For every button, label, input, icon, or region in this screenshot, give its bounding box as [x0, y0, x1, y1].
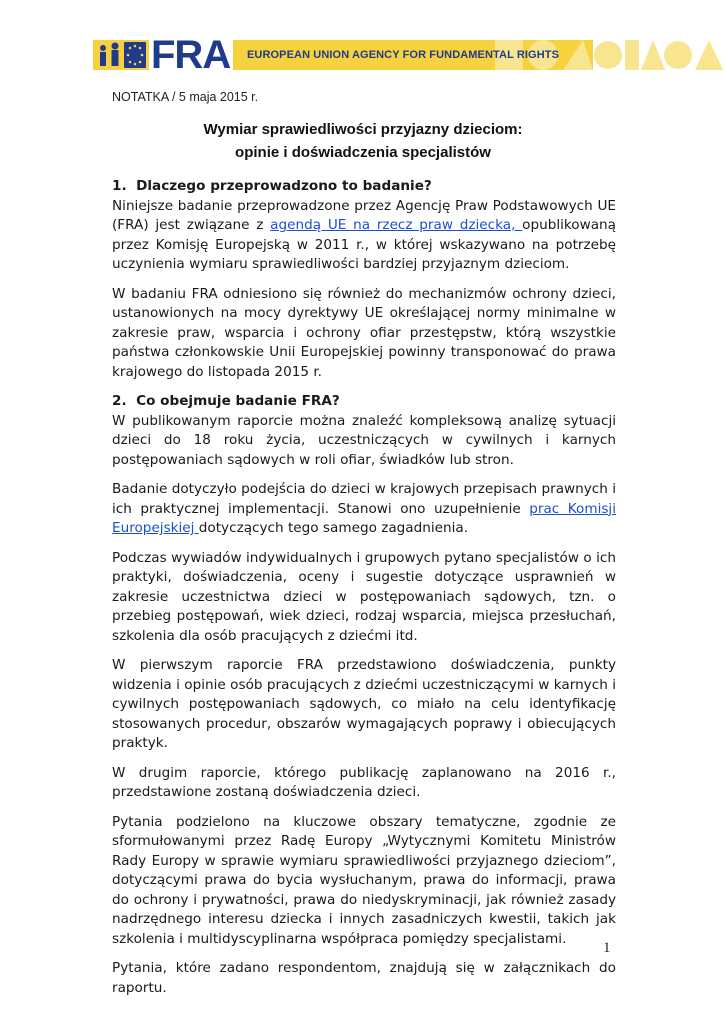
section-1-heading: 1. Dlaczego przeprowadzono to badanie? — [112, 178, 432, 194]
section-2-paragraph-1: W publikowanym raporcie można znaleźć kompleksową analizę sytuacji dzieci do 18 roku życia, uczestniczących w cywilnych i karnych postępowaniach sądowych w roli ofiar, świadków lub stron. — [112, 412, 616, 468]
eu-agenda-link[interactable]: agendą UE na rzecz praw dziecka, — [270, 217, 523, 233]
document-title — [112, 118, 614, 164]
section-2-paragraph-2 — [112, 480, 616, 539]
section-1-paragraph-1 — [112, 197, 616, 275]
header-banner — [93, 33, 725, 77]
text-span: Badanie dotyczyło podejścia do dzieci w krajowych przepisach prawnych i ich praktycznej implementacji. Stanowi ono uzupełnienie — [112, 481, 616, 517]
agency-name: EUROPEAN UNION AGENCY FOR FUNDAMENTAL RIGHTS — [247, 49, 560, 61]
section-2-paragraph-6: Pytania podzielono na kluczowe obszary tematyczne, zgodnie ze sformułowanymi przez Radę Europy „Wytycznymi Komitetu Ministrów Rady Europy w sprawie wymiaru sprawiedliwości przyjaznego dzieciom”, dotyczącymi prawa do bycia wysłuchanym, prawa do informacji, prawa do ochrony i prywatności, prawa do niedyskryminacji, jak również zasady nadrzędnego interesu dziecka i innych zasadniczych kwestii, takich jak szkolenia i multidyscyplinarna współpraca pomiędzy specjalistami. — [112, 813, 616, 947]
document-body — [112, 177, 616, 1008]
section-2-paragraph-7: Pytania, które zadano respondentom, znajdują się w załącznikach do raportu. — [112, 960, 616, 996]
text-span: dotyczących tego samego zagadnienia. — [198, 520, 469, 536]
section-2-paragraph-4: W pierwszym raporcie FRA przedstawiono doświadczenia, punkty widzenia i opinie osób pracujących z dziećmi uczestniczącymi w karnych i cywilnych postępowaniach sądowych, co miało na celu identyfikację stosowanych procedur, obszarów wymagających poprawy i obiecujących praktyk. — [112, 657, 616, 751]
fra-logo-text: FRA — [151, 33, 231, 77]
text-span: Niniejsze badanie przeprowadzone przez Agencję Praw Podstawowych UE (FRA) jest związane z — [112, 197, 616, 233]
section-2-heading: 2. Co obejmuje badanie FRA? — [112, 393, 340, 409]
memo-line: NOTATKA / 5 maja 2015 r. — [112, 90, 259, 104]
section-2-paragraph-3: Podczas wywiadów indywidualnych i grupowych pytano specjalistów o ich praktyki, doświadczenia, oceny i sugestie dotyczące usprawnień w zakresie uczestnictwa dzieci w postępowaniach sądowych, tzn. o przebieg postępowań, wiek dzieci, rodzaj wsparcia, miejsca przesłuchań, szkolenia dla osób pracujących z dziećmi itd. — [112, 549, 616, 644]
page-number: 1 — [603, 940, 611, 956]
section-1-paragraph-2: W badaniu FRA odniesiono się również do mechanizmów ochrony dzieci, ustanowionych na mocy dyrektywy UE określającej normy minimalne w zakresie praw, wsparcia i ochrony ofiar przestępstw, którą wszystkie państwa członkowskie Unii Europejskiej powinny transponować do prawa krajowego do listopada 2015 r. — [112, 285, 616, 380]
text-span: opublikowaną przez Komisję Europejską w 2011 r., w której wskazywano na potrzebę uczynienia wymiaru sprawiedliwości bardziej przyjaznym dzieciom. — [112, 217, 616, 272]
title-line-2: opinie i doświadczenia specjalistów — [235, 144, 491, 161]
title-line-1: Wymiar sprawiedliwości przyjazny dzieciom: — [203, 121, 523, 138]
commission-work-link[interactable]: prac Komisji Europejskiej — [112, 500, 616, 536]
section-2-paragraph-5: W drugim raporcie, którego publikację zaplanowano na 2016 r., przedstawione zostaną doświadczenia dzieci. — [112, 764, 616, 800]
